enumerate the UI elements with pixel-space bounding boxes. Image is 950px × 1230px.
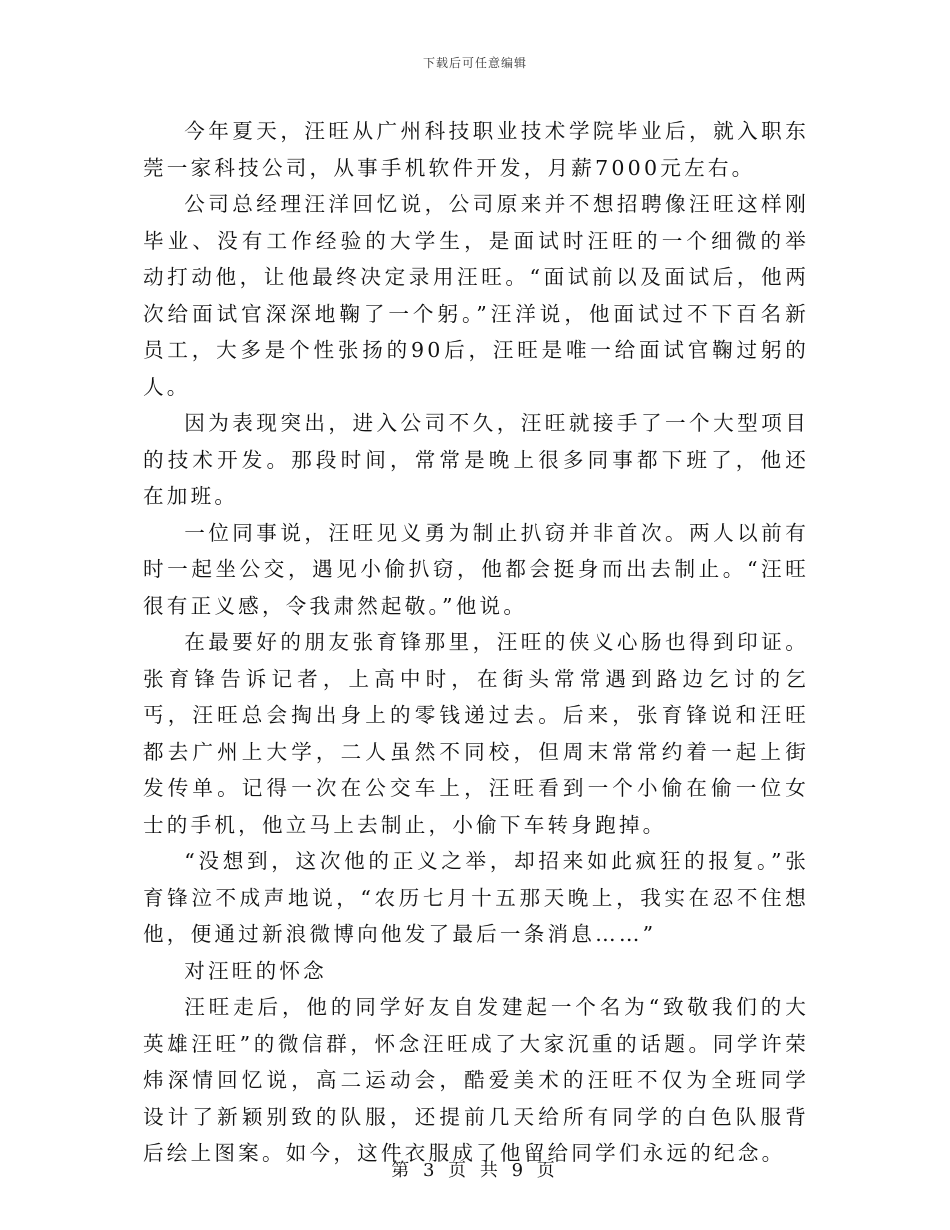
paragraph: 因为表现突出，进入公司不久，汪旺就接手了一个大型项目的技术开发。那段时间，常常是晚上很多同事都下班了，他还在加班。 [143, 411, 809, 508]
paragraph: 在最要好的朋友张育锋那里，汪旺的侠义心肠也得到印证。张育锋告诉记者，上高中时，在街头常常遇到路边乞讨的乞丐，汪旺总会掏出身上的零钱递过去。后来，张育锋说和汪旺都去广州上大学，二人虽然不同校，但周末常常约着一起上街发传单。记得一次在公交车上，汪旺看到一个小偷在偷一位女士的手机，他立马上去制止，小偷下车转身跑掉。 [143, 630, 809, 837]
page-number: 第 3 页 共 9 页 [391, 1160, 559, 1181]
section-heading: 对汪旺的怀念 [184, 958, 327, 983]
paragraph: 一位同事说，汪旺见义勇为制止扒窃并非首次。两人以前有时一起坐公交，遇见小偷扒窃，他都会挺身而出去制止。“汪旺很有正义感，令我肃然起敬。”他说。 [143, 520, 809, 618]
header-note: 下载后可任意编辑 [422, 56, 527, 70]
paragraph: 公司总经理汪洋回忆说，公司原来并不想招聘像汪旺这样刚毕业、没有工作经验的大学生，是面试时汪旺的一个细微的举动打动他，让他最终决定录用汪旺。“面试前以及面试后，他两次给面试官深深地鞠了一个躬。”汪洋说，他面试过不下百名新员工，大多是个性张扬的90后，汪旺是唯一给面试官鞠过躬的人。 [143, 192, 809, 399]
article-body [143, 113, 809, 1172]
paragraph: 汪旺走后，他的同学好友自发建起一个名为“致敬我们的大英雄汪旺”的微信群，怀念汪旺成了大家沉重的话题。同学许荣炜深情回忆说，高二运动会，酷爱美术的汪旺不仅为全班同学设计了新颖别致的队服，还提前几天给所有同学的白色队服背后绘上图案。如今，这件衣服成了他留给同学们永远的纪念。 [143, 995, 809, 1165]
paragraph: 今年夏天，汪旺从广州科技职业技术学院毕业后，就入职东莞一家科技公司，从事手机软件开发，月薪7000元左右。 [143, 119, 809, 180]
paragraph: “没想到，这次他的正义之举，却招来如此疯狂的报复。”张育锋泣不成声地说，“农历七月十五那天晚上，我实在忍不住想他，便通过新浪微博向他发了最后一条消息……” [143, 849, 809, 946]
